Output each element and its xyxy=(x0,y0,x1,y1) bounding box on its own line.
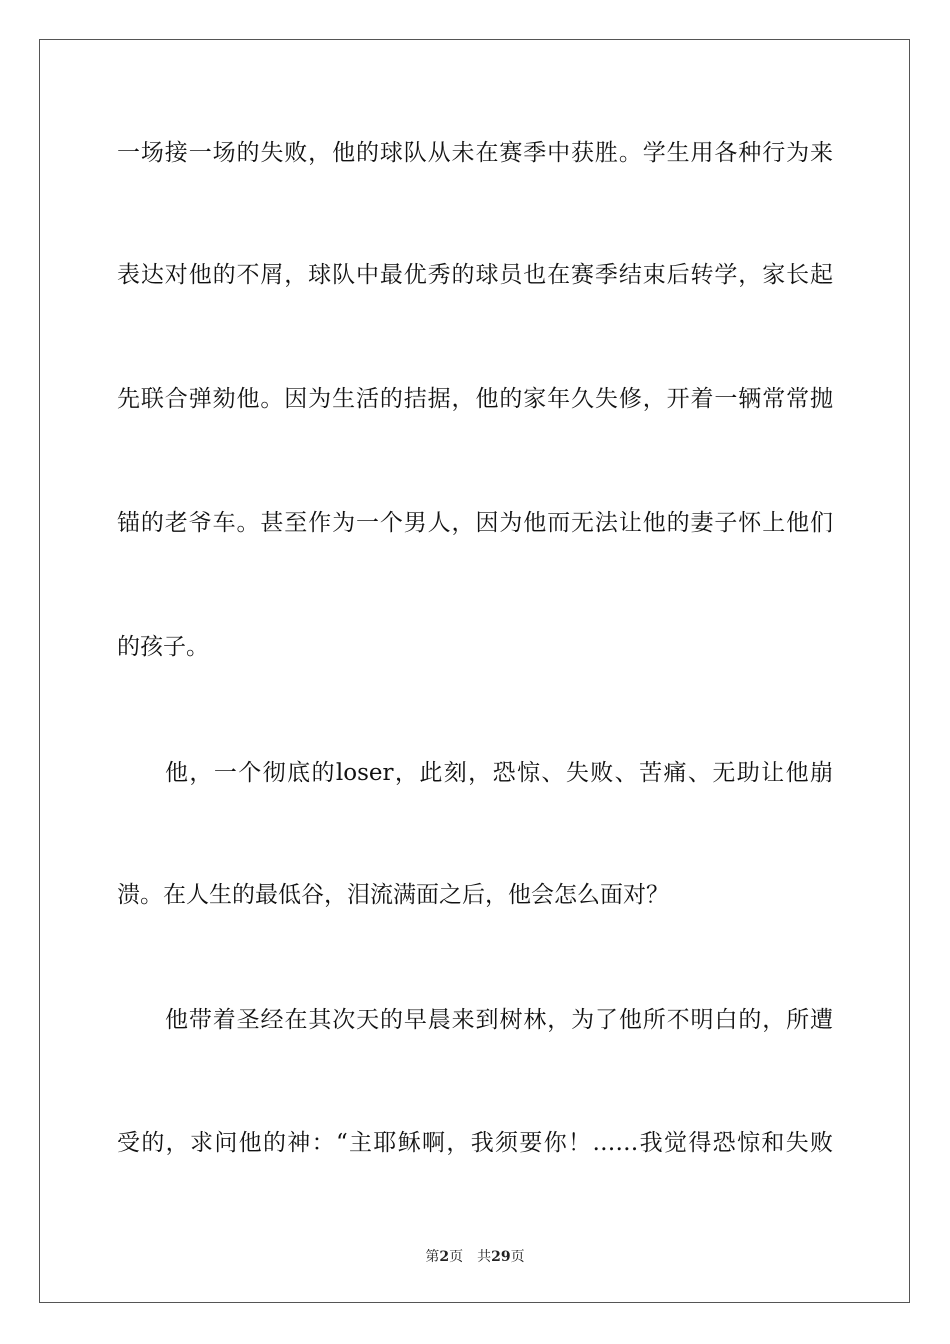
page-footer xyxy=(0,1248,950,1266)
body-line-2: 表达对他的不屑，球队中最优秀的球员也在赛季结束后转学，家长起 xyxy=(117,262,833,288)
paragraph-2-line-2: 溃。在人生的最低谷，泪流满面之后，他会怎么面对？ xyxy=(117,882,669,908)
paragraph-3-line-2: 受的，求问他的神：“主耶稣啊，我须要你！……我觉得恐惊和失败 xyxy=(117,1130,833,1156)
paragraph-2-line-1: 他，一个彻底的loser，此刻，恐惊、失败、苦痛、无助让他崩 xyxy=(165,760,833,786)
page-border xyxy=(39,39,910,1303)
body-line-3: 先联合弹劾他。因为生活的拮据，他的家年久失修，开着一辆常常抛 xyxy=(117,386,833,412)
footer-page-number: 2 xyxy=(439,1249,450,1265)
body-line-1: 一场接一场的失败，他的球队从未在赛季中获胜。学生用各种行为来 xyxy=(117,140,833,166)
body-line-5: 的孩子。 xyxy=(117,634,209,660)
footer-total-pages: 29 xyxy=(491,1249,511,1265)
footer-total-prefix: 共 xyxy=(477,1249,492,1265)
paragraph-3-line-1: 他带着圣经在其次天的早晨来到树林，为了他所不明白的，所遭 xyxy=(165,1007,833,1033)
footer-page-prefix: 第 xyxy=(425,1249,440,1265)
body-line-4: 锚的老爷车。甚至作为一个男人，因为他而无法让他的妻子怀上他们 xyxy=(117,510,833,536)
footer-total-suffix: 页 xyxy=(510,1249,525,1265)
footer-page-suffix: 页 xyxy=(449,1249,464,1265)
